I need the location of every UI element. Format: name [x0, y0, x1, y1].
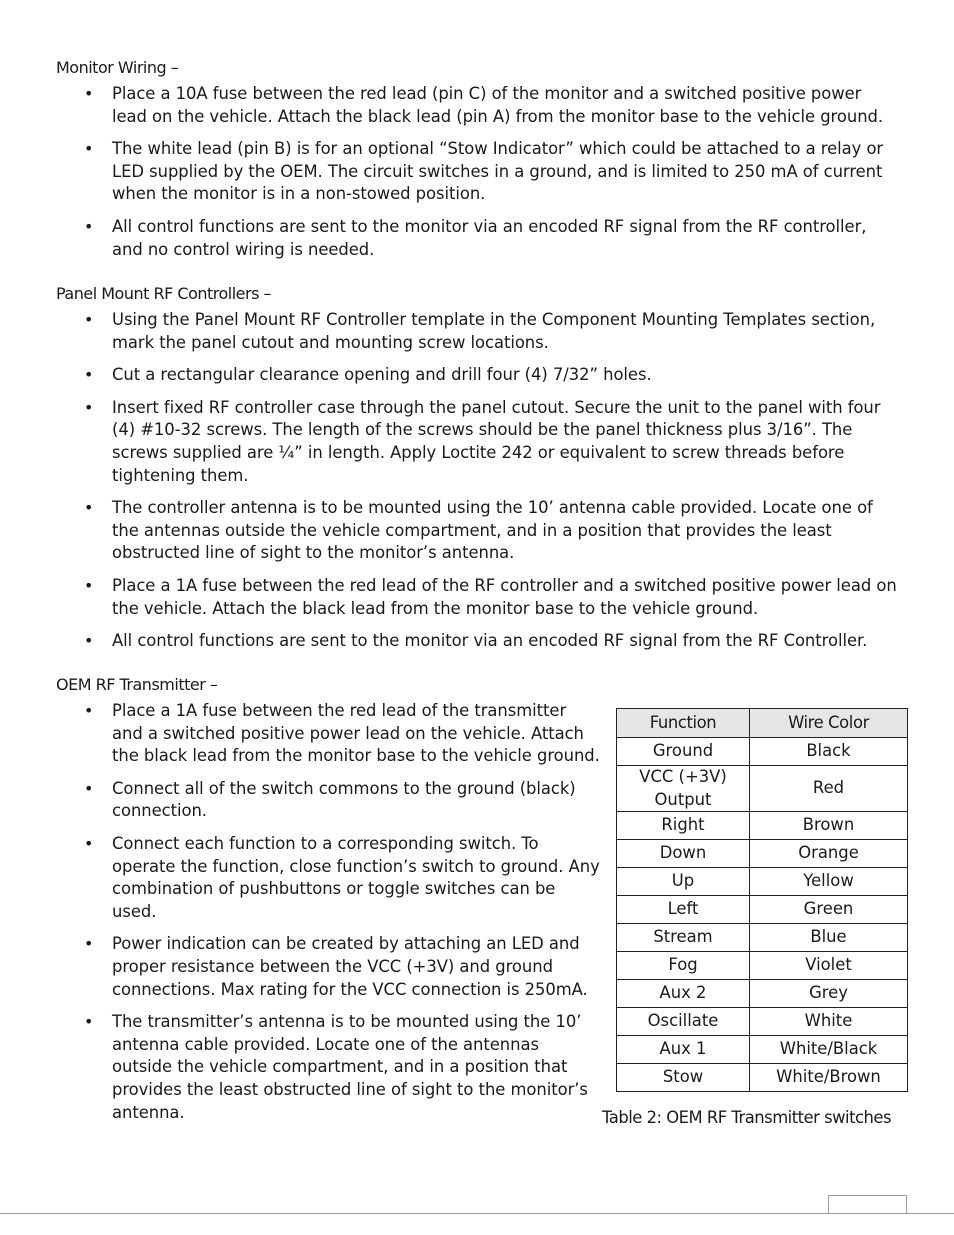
table-row — [617, 952, 908, 980]
wire-color-table — [616, 708, 908, 1092]
bullet-icon: • — [84, 310, 94, 329]
list-item: • Connect each function to a corresponding switch. To operate the function, close function’s switch to ground. Any combination of pushbuttons or toggle switches can be used. — [84, 833, 600, 921]
function-cell: Fog — [617, 952, 750, 980]
wire-color-cell: Blue — [750, 924, 908, 952]
table-row — [617, 1008, 908, 1036]
bullet-icon: • — [84, 934, 94, 954]
bullet-icon: • — [84, 701, 94, 720]
list-item: • Using the Panel Mount RF Controller template in the Component Mounting Templates section, mark the panel cutout and mounting screw locations. — [84, 310, 876, 352]
function-cell: VCC (+3V) Output — [617, 766, 750, 812]
section-title-oem-transmitter: OEM RF Transmitter – — [56, 675, 218, 694]
wire-color-cell: White — [750, 1008, 908, 1036]
list-item: • Place a 1A fuse between the red lead of the transmitter and a switched positive power lead on the vehicle. Attach the black lead from the monitor base to the vehicle ground. — [84, 701, 600, 766]
list-item: • All control functions are sent to the monitor via an encoded RF signal from the RF Controller. — [0, 630, 900, 653]
column-header-wire-color: Wire Color — [750, 709, 908, 738]
panel-mount-list — [0, 309, 900, 663]
list-item: • The white lead (pin B) is for an optional “Stow Indicator” which could be attached to a relay or LED supplied by the OEM. The circuit switches in a ground, and is limited to 250 mA of current when the monitor is in a non-stowed position. — [84, 139, 884, 204]
wire-color-cell: Red — [750, 766, 908, 812]
bullet-icon: • — [84, 575, 94, 595]
footer-divider — [0, 1213, 954, 1214]
list-item: • Power indication can be created by attaching an LED and proper resistance between the VCC (+3V) and ground connections. Max rating for the VCC connection is 250mA. — [84, 934, 588, 999]
bullet-icon: • — [84, 498, 94, 518]
function-cell: Stow — [617, 1064, 750, 1092]
function-cell: Right — [617, 812, 750, 840]
bullet-icon: • — [84, 631, 94, 651]
monitor-wiring-list — [0, 83, 900, 271]
table-row — [617, 980, 908, 1008]
bullet-icon: • — [84, 139, 94, 159]
page-number-box — [828, 1195, 907, 1214]
table-caption: Table 2: OEM RF Transmitter switches — [602, 1108, 892, 1127]
table-row — [617, 1064, 908, 1092]
list-item: • Place a 1A fuse between the red lead of the RF controller and a switched positive power lead on the vehicle. Attach the black lead from the monitor base to the vehicle ground. — [84, 575, 897, 618]
wire-color-cell: Green — [750, 896, 908, 924]
wire-color-cell: Brown — [750, 812, 908, 840]
list-item: • The controller antenna is to be mounted using the 10’ antenna cable provided. Locate one of the antennas outside the vehicle compartment, and in a position that provides the least obstructed line of sight to the monitor’s antenna. — [84, 498, 873, 563]
table-row — [617, 924, 908, 952]
bullet-icon: • — [84, 833, 94, 853]
table-row — [617, 766, 908, 812]
list-item: • Cut a rectangular clearance opening and drill four (4) 7/32” holes. — [0, 364, 900, 387]
list-item: • Connect all of the switch commons to the ground (black) connection. — [84, 778, 576, 821]
table-row — [617, 896, 908, 924]
table-row — [617, 1036, 908, 1064]
column-header-function: Function — [617, 709, 750, 738]
wire-color-cell: White/Brown — [750, 1064, 908, 1092]
function-cell: Down — [617, 840, 750, 868]
bullet-icon: • — [84, 1012, 94, 1032]
wire-color-cell: Violet — [750, 952, 908, 980]
function-cell: Oscillate — [617, 1008, 750, 1036]
function-cell: Ground — [617, 738, 750, 766]
table-row — [617, 812, 908, 840]
table-row — [617, 840, 908, 868]
wire-color-cell: Orange — [750, 840, 908, 868]
section-title-monitor-wiring: Monitor Wiring – — [56, 58, 179, 77]
table-row — [617, 738, 908, 766]
wire-color-cell: Black — [750, 738, 908, 766]
bullet-icon: • — [84, 397, 94, 417]
list-item: • Insert fixed RF controller case through the panel cutout. Secure the unit to the panel with four (4) #10-32 screws. The length of the screws should be the panel thickness plus 3/16”. The screws supplied are ¼” in length. Apply Loctite 242 or equivalent to screw threads before tightening them. — [84, 397, 881, 485]
function-cell: Up — [617, 868, 750, 896]
bullet-icon: • — [84, 778, 94, 798]
function-cell: Stream — [617, 924, 750, 952]
list-item: • Place a 10A fuse between the red lead (pin C) of the monitor and a switched positive power lead on the vehicle. Attach the black lead (pin A) from the monitor base to the vehicle ground. — [84, 84, 884, 126]
bullet-icon: • — [84, 84, 94, 103]
function-cell: Aux 2 — [617, 980, 750, 1008]
wire-color-cell: Yellow — [750, 868, 908, 896]
function-cell: Aux 1 — [617, 1036, 750, 1064]
wire-color-cell: Grey — [750, 980, 908, 1008]
wire-color-cell: White/Black — [750, 1036, 908, 1064]
function-cell: Left — [617, 896, 750, 924]
bullet-icon: • — [84, 216, 94, 236]
table-row — [617, 868, 908, 896]
section-title-panel-mount: Panel Mount RF Controllers – — [56, 284, 272, 303]
oem-transmitter-list — [0, 700, 600, 1134]
list-item: • All control functions are sent to the monitor via an encoded RF signal from the RF controller, and no control wiring is needed. — [84, 216, 867, 259]
list-item: • The transmitter’s antenna is to be mounted using the 10’ antenna cable provided. Locate one of the antennas outside the vehicle compartment, and in a position that provides the least obstructed line of sight to the monitor’s antenna. — [84, 1012, 588, 1122]
table-header-row — [617, 709, 908, 738]
bullet-icon: • — [84, 365, 94, 385]
